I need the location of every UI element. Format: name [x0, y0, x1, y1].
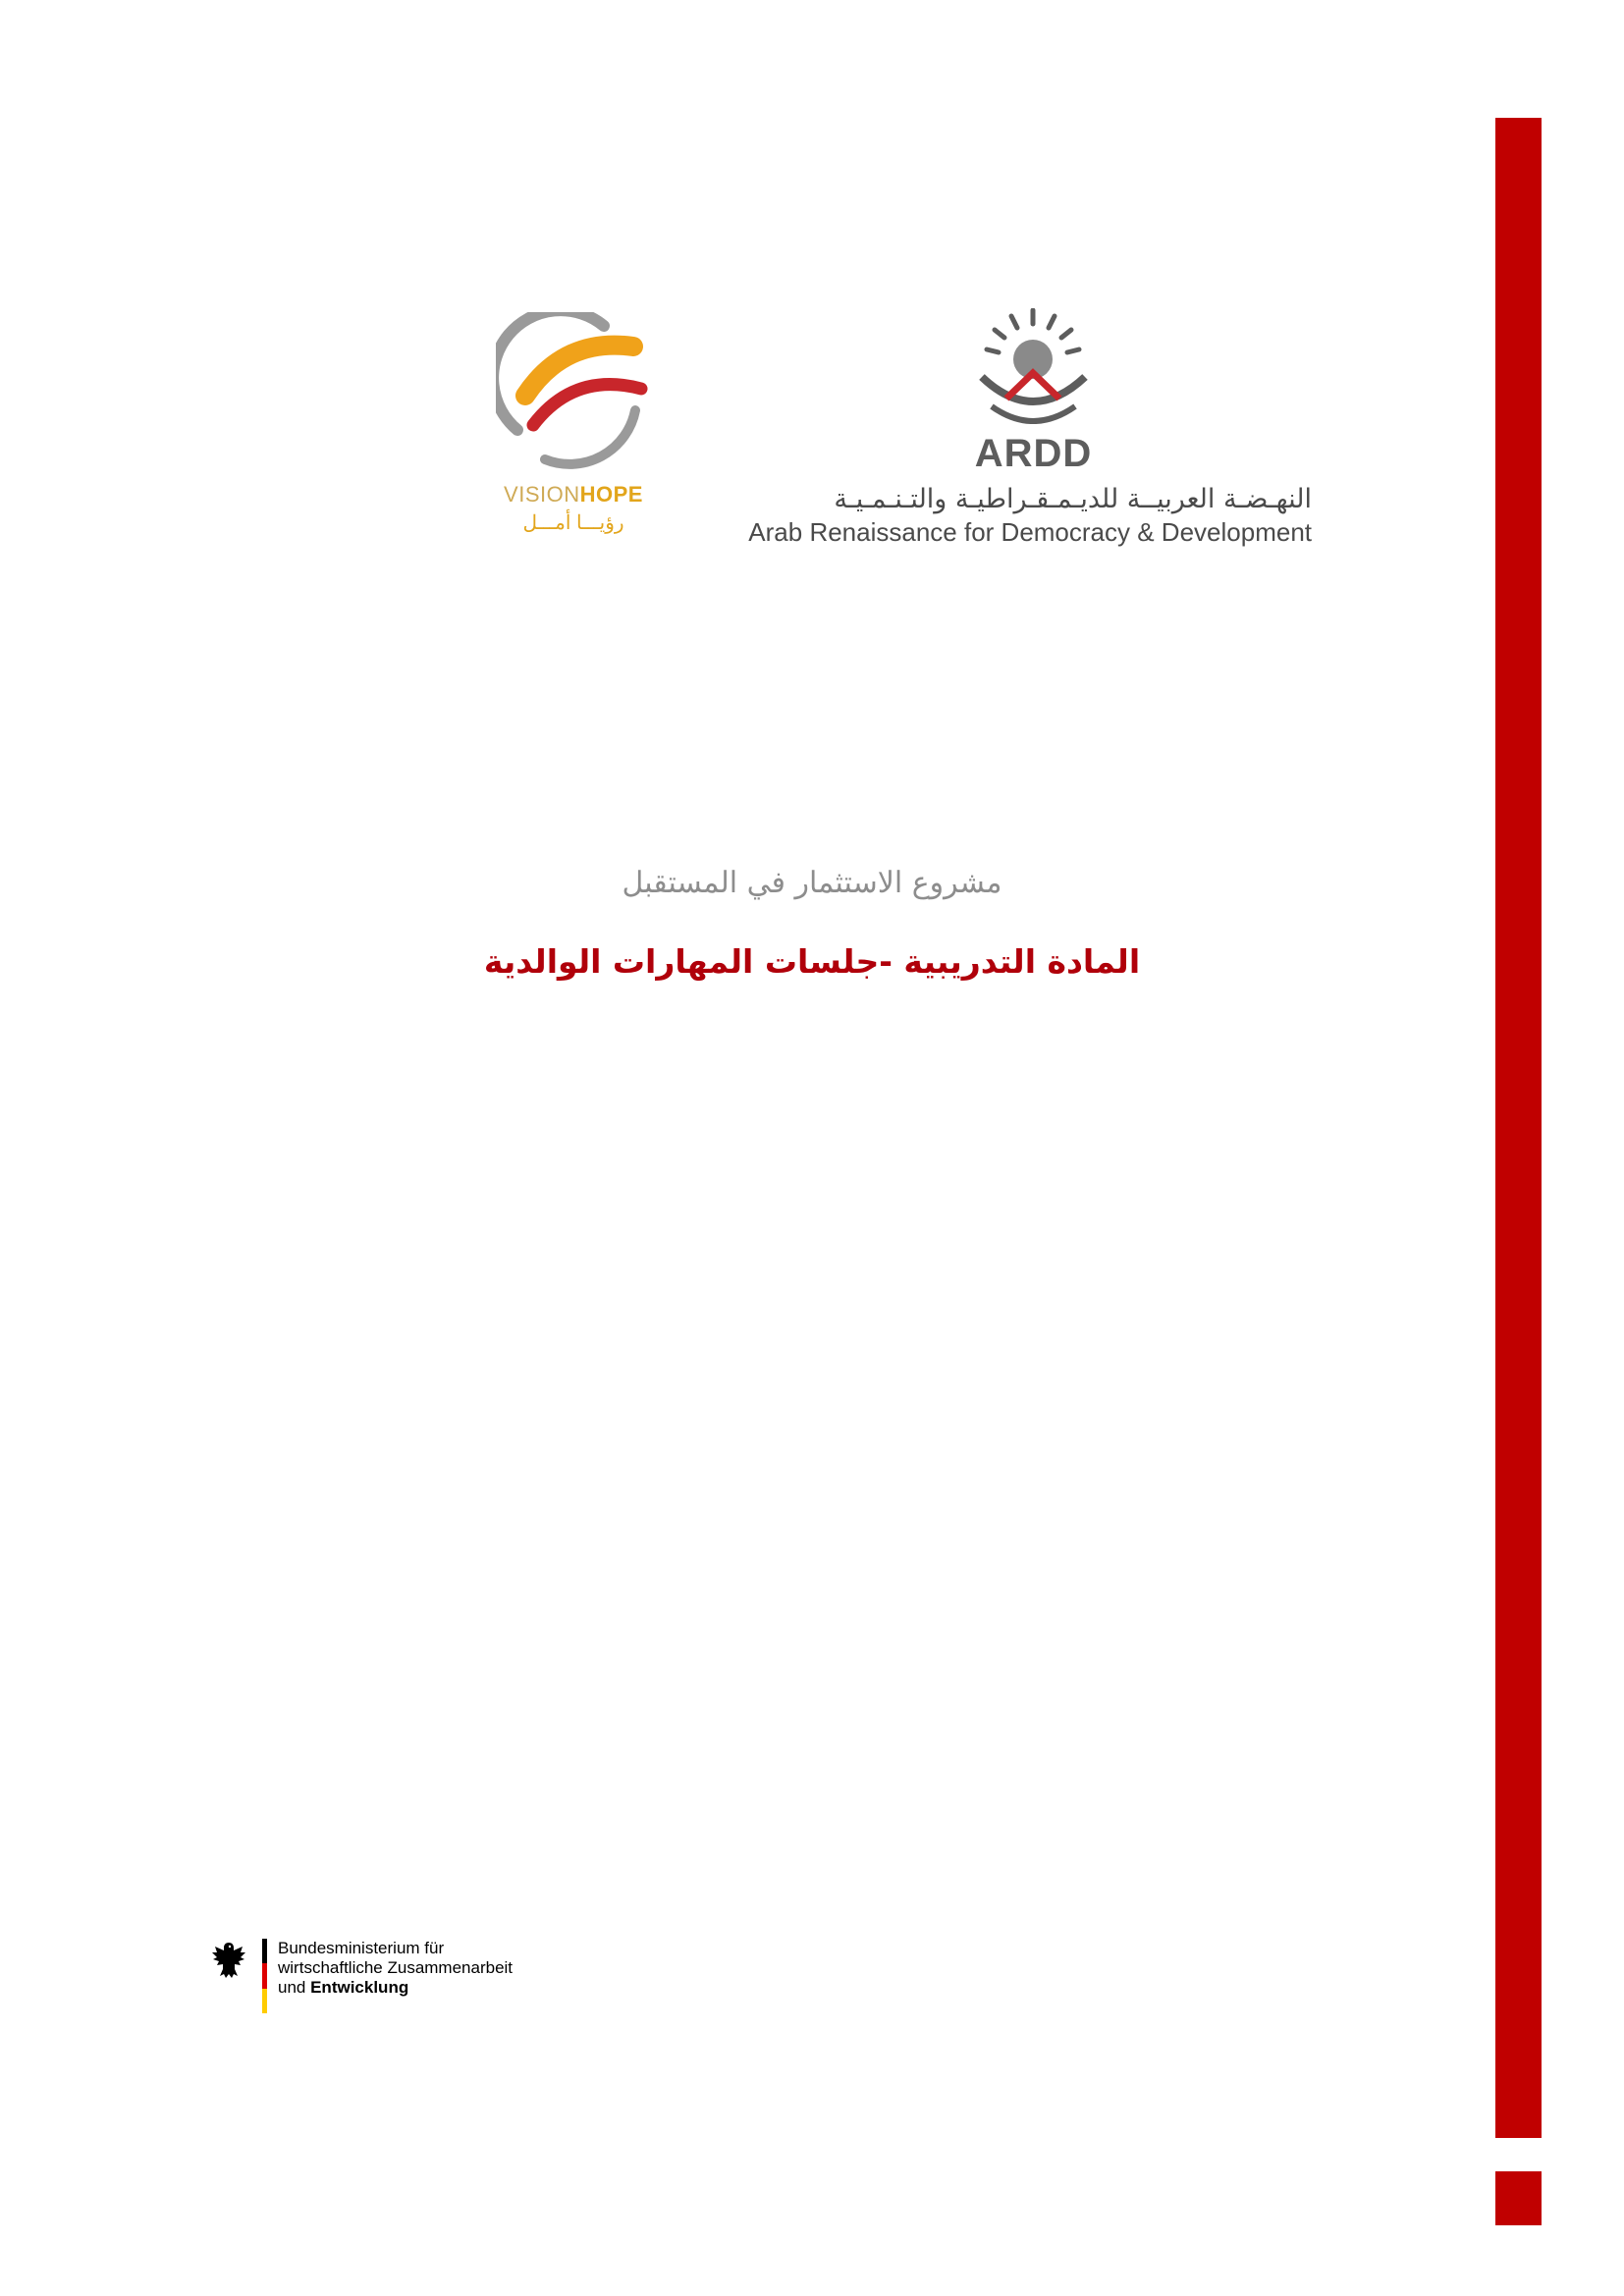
- document-title: المادة التدريبية -جلسات المهارات الوالدية: [483, 942, 1141, 981]
- federal-eagle-icon: [209, 1939, 248, 1982]
- visionhope-logo: [496, 312, 651, 543]
- german-flag-black-stripe: [262, 1939, 267, 1963]
- bmz-line-3-prefix: und: [278, 1978, 311, 1997]
- project-name: مشروع الاستثمار في المستقبل: [622, 866, 1002, 900]
- visionhope-wordmark: [496, 482, 651, 507]
- visionhope-name-bold: HOPE: [579, 482, 643, 507]
- red-border-segment: [1495, 2171, 1542, 2225]
- ardd-name-arabic: النهـضـة العربيــة للديـمـقـراطيـة والتـنـمـيـة: [834, 484, 1312, 514]
- visionhope-emblem-icon: [496, 312, 651, 469]
- visionhope-arabic-name: رؤيـــا أمـــل: [522, 512, 624, 534]
- ardd-acronym: ARDD: [974, 432, 1093, 475]
- bmz-ministry-name: [278, 1939, 592, 1998]
- bmz-line-1: Bundesministerium für: [278, 1939, 445, 1957]
- ardd-name-english: Arab Renaissance for Democracy & Development: [748, 517, 1312, 547]
- visionhope-name-light: VISION: [504, 482, 580, 507]
- bmz-line-3-bold: Entwicklung: [310, 1978, 409, 1997]
- ardd-emblem-icon: [967, 308, 1100, 424]
- bmz-line-3: [278, 1978, 592, 1998]
- bmz-line-2: wirtschaftliche Zusammenarbeit: [278, 1958, 514, 1977]
- red-border-bar: [1495, 118, 1542, 2138]
- german-flag-gold-stripe: [262, 1989, 267, 2013]
- german-flag-red-stripe: [262, 1963, 267, 1989]
